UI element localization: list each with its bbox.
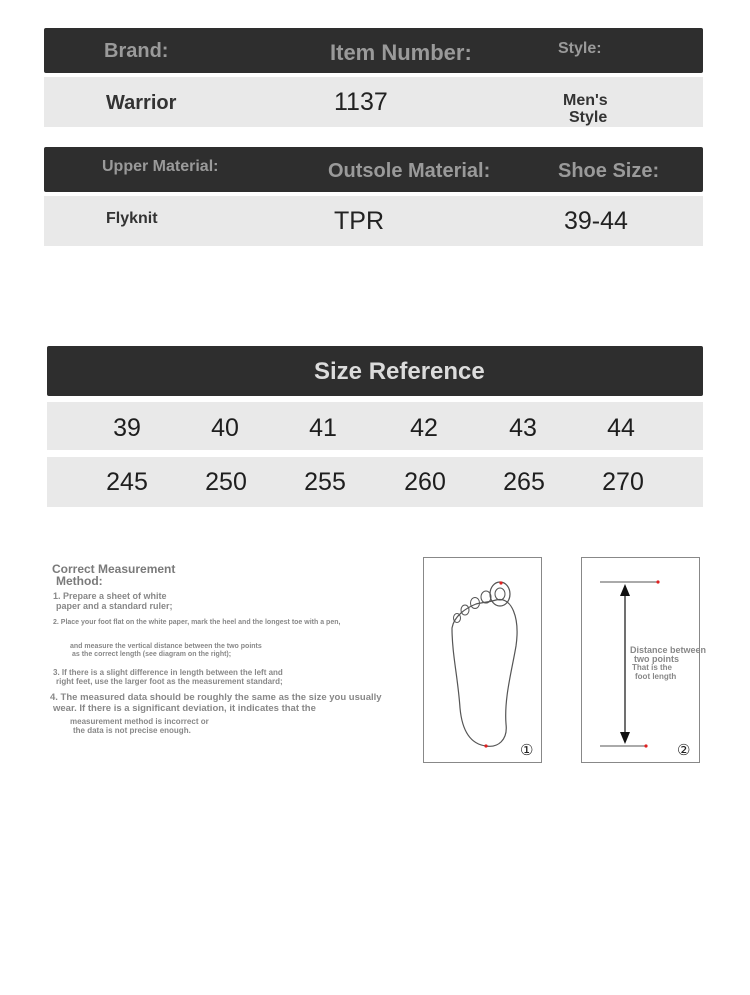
upper-material-header: Upper Material: (102, 158, 219, 175)
step3-line2: right feet, use the larger foot as the measurement standard; (56, 677, 283, 686)
size-cell: 41 (309, 414, 337, 442)
step4-line4: the data is not precise enough. (73, 726, 191, 735)
item-number-value: 1137 (334, 88, 388, 116)
diagram1-label: ① (520, 742, 534, 759)
style-value-line2: Style (569, 109, 608, 126)
shoe-size-value: 39-44 (564, 207, 628, 235)
size-cell: 42 (410, 414, 438, 442)
length-cell: 250 (205, 468, 247, 496)
size-cell: 39 (113, 414, 141, 442)
step1-line2: paper and a standard ruler; (56, 601, 173, 611)
step2-line3: as the correct length (see diagram on the right); (72, 651, 232, 658)
brand-value: Warrior (106, 92, 177, 114)
step2-line1: 2. Place your foot flat on the white paper, mark the heel and the longest toe with a pen, (53, 619, 341, 626)
distance-label-line3: That is the (632, 663, 673, 672)
step4-line1: 4. The measured data should be roughly the same as the size you usually (50, 692, 382, 703)
foot-diagram-box (423, 557, 542, 763)
measurement-title-line2: Method: (56, 574, 103, 588)
outsole-material-value: TPR (334, 207, 384, 235)
step4-line2: wear. If there is a significant deviation, it indicates that the (53, 703, 316, 714)
length-cell: 265 (503, 468, 545, 496)
style-header: Style: (558, 40, 602, 57)
length-cell: 245 (106, 468, 148, 496)
step1-line1: 1. Prepare a sheet of white (53, 591, 167, 601)
diagram2-label: ② (677, 742, 691, 759)
step3-line1: 3. If there is a slight difference in length between the left and (53, 668, 283, 677)
length-cell: 255 (304, 468, 346, 496)
size-cell: 43 (509, 414, 537, 442)
distance-label-line2: two points (634, 654, 679, 664)
style-value-line1: Men's (563, 92, 608, 109)
step2-line2: and measure the vertical distance between the two points (70, 643, 262, 650)
shoe-size-header: Shoe Size: (558, 160, 660, 182)
step4-line3: measurement method is incorrect or (70, 717, 209, 726)
brand-header: Brand: (104, 40, 169, 62)
size-cell: 40 (211, 414, 239, 442)
item-number-header: Item Number: (330, 40, 472, 65)
length-cell: 270 (602, 468, 644, 496)
length-cell: 260 (404, 468, 446, 496)
foot-outline-icon (424, 558, 541, 762)
distance-label-line1: Distance between (630, 645, 707, 655)
upper-material-value: Flyknit (106, 210, 158, 227)
measurement-title-line1: Correct Measurement (52, 562, 176, 576)
distance-label-line4: foot length (635, 672, 677, 681)
outsole-material-header: Outsole Material: (328, 160, 491, 182)
size-cell: 44 (607, 414, 635, 442)
size-reference-title: Size Reference (314, 358, 485, 385)
